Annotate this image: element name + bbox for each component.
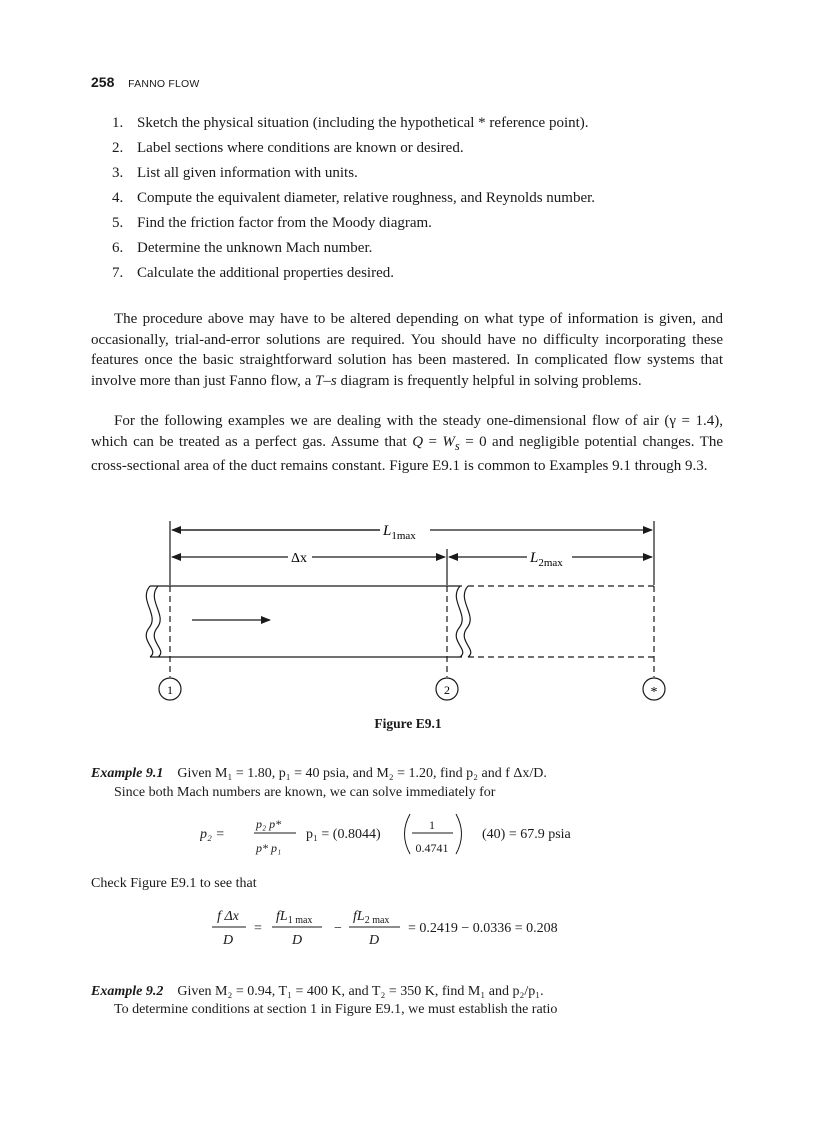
equation-friction-length [208, 902, 628, 952]
equation-p2 [200, 808, 620, 860]
paragraph-assumptions: For the following examples we are dealing with the steady one-dimensional flow of air (γ = 1.4), which can be treated as a perfect gas. Assume that $Q = W_s = 0$ and negligible potential changes. The cross-sectional area of the duct remains constant. Figure E9.1 is common to Examples 9.1 through 9.3. [91, 413, 723, 474]
list-item: 5. Find the friction factor from the Moody diagram. [112, 215, 432, 231]
svg-text:p₁ = (0.8044): p₁ = (0.8044) [306, 827, 381, 842]
paragraph-procedure-note: The procedure above may have to be altered depending on what type of information is given, and occasionally, trial-and-error solutions are required. You should have no difficulty incorporating these features once the basic straightforward solution has been mastered. In complicated flow systems that involve more than just Fanno flow, a T–s diagram is frequently helpful in solving problems. [91, 311, 723, 389]
list-item: 6. Determine the unknown Mach number. [112, 240, 373, 256]
list-item: 2. Label sections where conditions are known or desired. [112, 140, 464, 156]
figure-caption: Figure E9.1 [374, 716, 442, 731]
svg-text:−: − [334, 921, 342, 936]
example-given: Given M₁ = 1.80, p₁ = 40 psia, and M₂ = 1.20, find p₂ and f Δx/D. [177, 766, 547, 781]
running-head: FANNO FLOW [128, 78, 200, 90]
dim-label-l2max: $L_{2max}$ [530, 550, 563, 569]
dim-label-l1max: $L_{1max}$ [383, 523, 416, 542]
example-9-2-heading [91, 984, 544, 1000]
svg-text:p₂ =: p₂ = [200, 827, 225, 842]
figure-e9-1-duct-diagram [0, 505, 816, 710]
page-header [91, 74, 200, 92]
procedure-list [112, 112, 595, 287]
svg-text:fL1 max: $fL_{1 max}$ [276, 909, 313, 926]
svg-text:(40) = 67.9 psia: (40) = 67.9 psia [482, 827, 571, 842]
example-label: Example 9.2 [91, 984, 164, 999]
list-item: 4. Compute the equivalent diameter, relative roughness, and Reynolds number. [112, 190, 596, 206]
section-1-label: 1 [167, 683, 173, 697]
svg-text:D: D [291, 933, 303, 948]
svg-text:fL2 max: $fL_{2 max}$ [353, 909, 390, 926]
example-9-1-intro: Since both Mach numbers are known, we can solve immediately for [114, 785, 496, 800]
svg-text:0.4741: 0.4741 [415, 841, 449, 855]
list-item: 3. List all given information with units. [112, 165, 358, 181]
list-item: 1. Sketch the physical situation (including the hypothetical * reference point). [112, 115, 589, 131]
svg-text:1: 1 [429, 818, 435, 832]
section-2-label: 2 [444, 683, 450, 697]
section-star-label: * [650, 685, 658, 700]
example-9-2-intro: To determine conditions at section 1 in Figure E9.1, we must establish the ratio [114, 1002, 558, 1017]
svg-text:D: D [368, 933, 380, 948]
example-9-1-heading [91, 766, 547, 782]
svg-text:f Δx: f Δx [217, 909, 239, 924]
example-label: Example 9.1 [91, 766, 164, 781]
svg-text:p₂ p*: p₂ p* [256, 817, 282, 831]
dim-label-dx: Δx [291, 551, 308, 566]
svg-text:= 0.2419 − 0.0336 = 0.208: = 0.2419 − 0.0336 = 0.208 [408, 921, 558, 936]
svg-text:=: = [254, 921, 262, 936]
svg-text:D: D [222, 933, 234, 948]
list-item: 7. Calculate the additional properties desired. [112, 265, 394, 281]
check-sentence: Check Figure E9.1 to see that [91, 876, 257, 891]
svg-text:p* p₁: p* p₁ [256, 841, 282, 855]
example-given: Given M₂ = 0.94, T₁ = 400 K, and T₂ = 350 K, find M₁ and p₂/p₁. [177, 984, 544, 999]
page-number: 258 [91, 74, 115, 90]
